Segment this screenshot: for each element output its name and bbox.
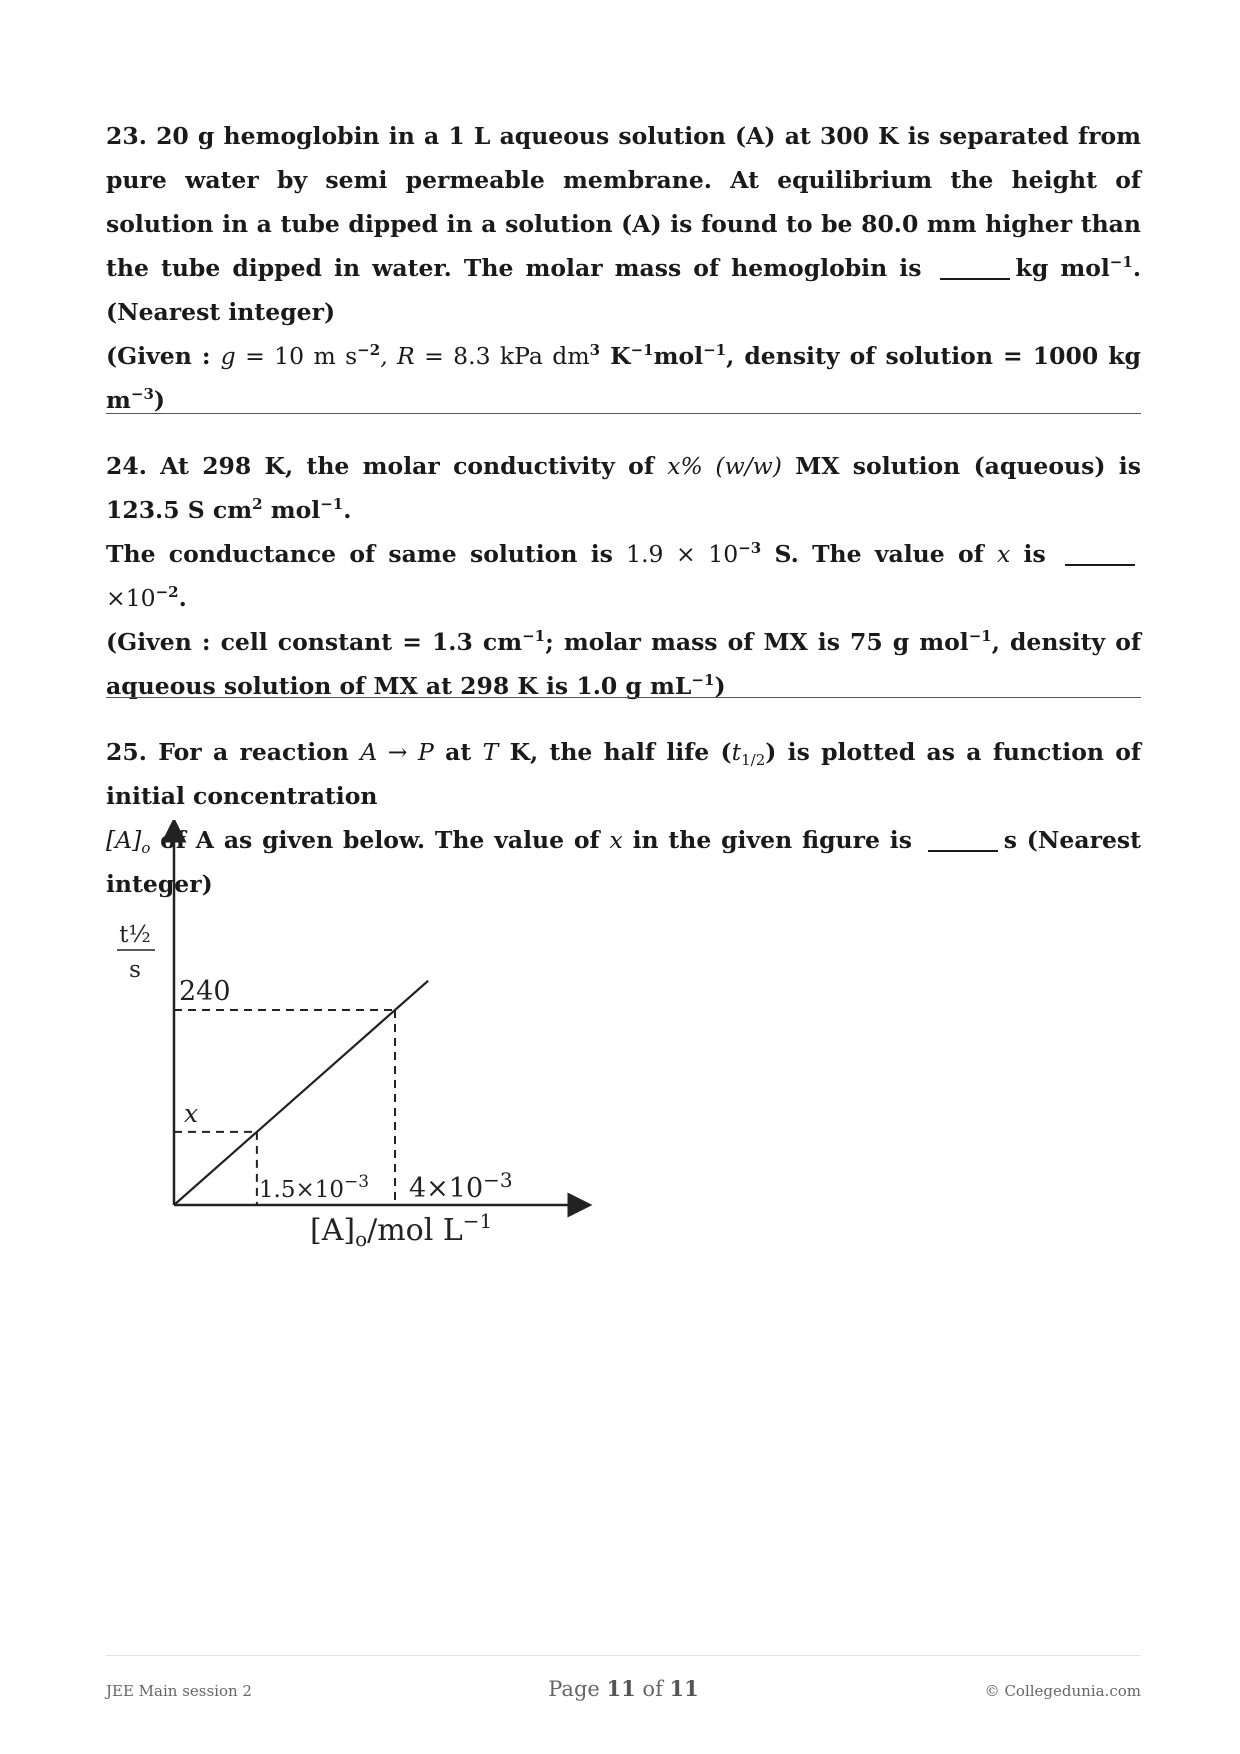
question-text: For a reaction [158,738,349,766]
y-tick-label-240: 240 [179,976,231,1007]
math-expression: [A] [106,826,142,854]
question-23 [106,114,1141,422]
exam-name: JEE Main session 2 [106,1682,252,1700]
page-footer [106,1655,1141,1701]
question-text: The conductance of same solution is [106,540,613,568]
given-data: (Given : cell constant = 1.3 $cm^{-1}$; molar mass of MX is 75 g mol$^{-1}$, density of aqueous solution of MX at 298 K is 1.0 g $mL^{-1}$) [106,627,1141,700]
x-tick-label-1: $1.5\times 10^{-3}$ [258,1172,370,1203]
question-number: 24. [106,452,147,480]
chart-svg [110,820,600,1260]
answer-blank [940,254,1010,280]
superscript: −1 [1109,253,1133,271]
unit-text: kg mol [1015,254,1110,282]
math-expression: 1.9 × 10 [626,540,739,568]
given-data: (Given : g = 10 m $s^{-2}$, R = 8.3 kPa $dm^3$ $K^{-1}mol^{-1}$, density of solution = 1000 kg $m^{-3}$) [106,341,1141,414]
copyright: © Collegedunia.com [984,1682,1141,1700]
y-tick-label-x: x [184,1098,199,1128]
math-expression: x% (w/w) [667,452,782,480]
question-text: At 298 K, the molar conductivity of [160,452,654,480]
question-text: MX solution (aqueous) is 123.5 S cm [106,452,1141,524]
y-axis-label-bottom: s [129,957,141,983]
question-number: 25. [106,738,147,766]
question-text-end: . (Nearest integer) [106,254,1141,326]
divider [106,697,1141,698]
divider [106,413,1141,414]
answer-blank [1065,540,1135,566]
question-text: 20 g hemoglobin in a 1 L aqueous solution (A) at 300 K is separated from pure water by semi permeable membrane. At equilibrium the height of solution in a tube dipped in a solution (A) is found to be 80.0 mm higher than the tube dipped in water. The molar mass of hemoglobin is [106,122,1141,282]
answer-blank [928,826,998,852]
y-axis-label-top: t½ [119,922,151,948]
half-life-chart [110,820,600,1260]
data-line [174,981,428,1205]
math-expression: A → P [360,738,434,766]
page-indicator: Page 11 of 11 [548,1676,699,1701]
x-axis-label: $[A]_o$/mol $L^{-1}$ [310,1209,493,1251]
question-24: 24. At 298 K, the molar conductivity of x% (w/w) MX solution (aqueous) is 123.5 S $cm^2$ mol$^{-1}$. The conductance of same solution is $1.9 \times 10^{-3}$ S. The value of x is $\times 10^{-2}$. (Given : cell constant = 1.3 $cm^{-1}$; molar mass of MX is 75 g mol$^{-1}$, density of aqueous solution of MX at 298 K is 1.0 g $mL^{-1}$) [106,452,1141,700]
x-tick-label-2: $4\times 10^{-3}$ [409,1168,513,1204]
question-number: 23. [106,122,147,150]
question-25: 25. For a reaction A → P at T K, the half life $(t_{1/2})$ is plotted as a function of initial concentration $[A]_o$ of A as given below. The value of x in the given figure is s (Nearest integer) [106,738,1142,898]
